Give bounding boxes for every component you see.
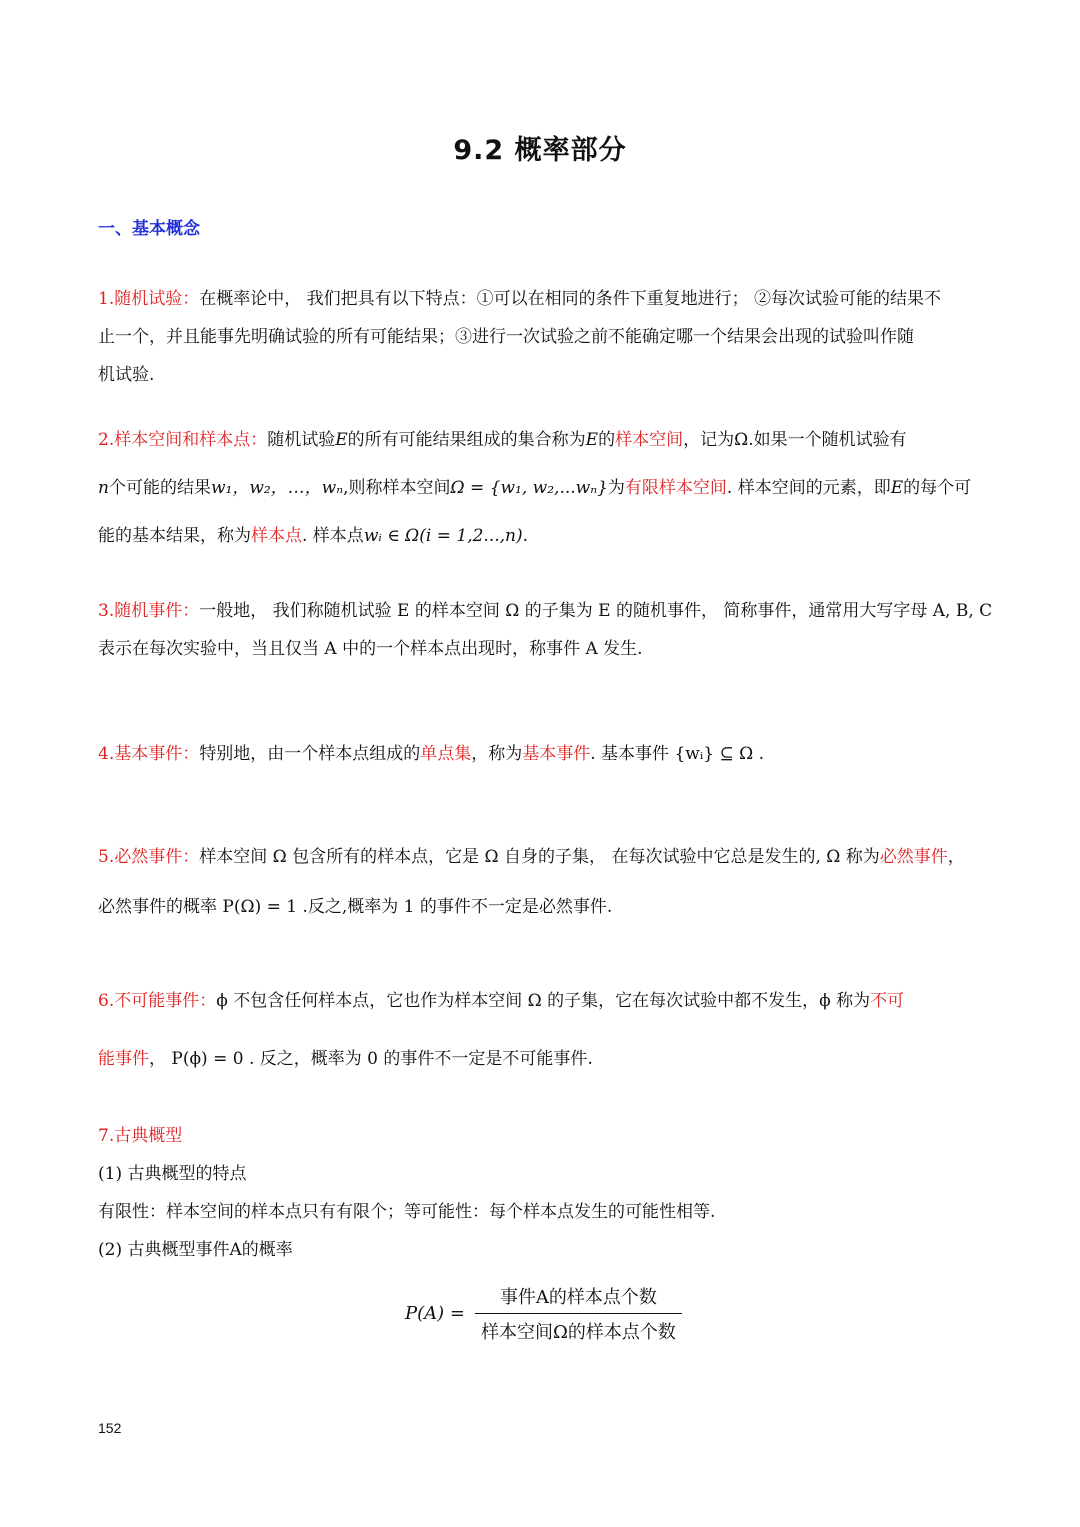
term-label: 6.不可能事件：: [98, 991, 217, 1011]
text: 随机试验: [267, 430, 336, 450]
text: 一般地， 我们称随机试验 E 的样本空间 Ω 的子集为 E 的随机事件， 简称事件，通常用大写字母 A, B, C: [199, 601, 993, 621]
term-highlight: 有限样本空间: [624, 478, 727, 498]
text: ϕ 不包含任何样本点，它也作为样本空间 Ω 的子集，它在每次试验中都不发生，ϕ 称为: [216, 991, 871, 1011]
term-label: 1.随机试验：: [98, 289, 200, 309]
text: ,则称样本空间: [343, 478, 451, 498]
text: . 基本事件 {wᵢ} ⊆ Ω .: [590, 744, 765, 764]
text: 的所有可能结果组成的集合称为: [347, 430, 586, 450]
text: 的每个可: [903, 478, 972, 498]
math: E: [585, 430, 599, 450]
paragraph-impossible-event: [98, 972, 984, 1088]
term-highlight: 不可: [870, 991, 905, 1011]
text: ，: [947, 847, 965, 867]
math: n: [98, 478, 109, 498]
paragraph-elementary-event: [98, 735, 984, 773]
section-heading: 一、基本概念: [98, 219, 200, 239]
paragraph-sample-space: [98, 416, 984, 560]
term-label: 3.随机事件：: [98, 601, 200, 621]
text: .: [522, 526, 529, 546]
probability-formula: [405, 1283, 682, 1344]
term-highlight: 必然事件: [879, 847, 948, 867]
math: w₁，w₂，…，wₙ: [210, 478, 344, 498]
term-highlight: 基本事件: [522, 744, 591, 764]
subheading: (1) 古典概型的特点: [98, 1164, 247, 1184]
paragraph-random-experiment: [98, 280, 984, 394]
formula-lhs: P(A) =: [405, 1303, 465, 1324]
text: 样本空间 Ω 包含所有的样本点，它是 Ω 自身的子集， 在每次试验中它总是发生的, Ω 称为: [199, 847, 880, 867]
term-label: 7.古典概型: [98, 1126, 183, 1146]
text: 止一个，并且能事先明确试验的所有可能结果；③进行一次试验之前不能确定哪一个结果会出现的试验叫作随: [98, 327, 914, 347]
math: Ω: [734, 430, 749, 450]
term-label: 4.基本事件：: [98, 744, 200, 764]
term-highlight: 样本点: [251, 526, 302, 546]
math: E: [890, 478, 904, 498]
math: E: [335, 430, 348, 450]
text: 特别地，由一个样本点组成的: [199, 744, 421, 764]
math: Ω = {w₁, w₂,...wₙ}: [450, 478, 608, 498]
page-title: 9.2 概率部分: [453, 135, 627, 166]
text: 机试验.: [98, 365, 155, 385]
term-highlight: 样本空间: [615, 430, 684, 450]
page-number: 152: [98, 1420, 122, 1436]
fraction: [475, 1283, 682, 1344]
paragraph-classical-model: [98, 1117, 984, 1269]
denominator: 样本空间Ω的样本点个数: [475, 1313, 682, 1344]
term-label: 2.样本空间和样本点：: [98, 430, 268, 450]
math: wᵢ ∈ Ω(i = 1,2...,n): [363, 526, 523, 546]
text: 为: [607, 478, 625, 498]
text: 的: [598, 430, 616, 450]
text: ， P(ϕ) = 0 . 反之，概率为 0 的事件不一定是不可能事件.: [149, 1049, 593, 1069]
text: ，记为: [683, 430, 735, 450]
paragraph-certain-event: [98, 832, 984, 932]
text: 表示在每次实验中，当且仅当 A 中的一个样本点出现时，称事件 A 发生.: [98, 639, 643, 659]
term-highlight: 单点集: [420, 744, 472, 764]
term-label: 5.必然事件：: [98, 847, 200, 867]
text: 有限性：样本空间的样本点只有有限个；等可能性：每个样本点发生的可能性相等.: [98, 1202, 716, 1222]
text: 个可能的结果: [108, 478, 211, 498]
text: 必然事件的概率 P(Ω) = 1 .反之,概率为 1 的事件不一定是必然事件.: [98, 897, 613, 917]
numerator: 事件A的样本点个数: [499, 1287, 657, 1308]
text: 能的基本结果，称为: [98, 526, 251, 546]
text: .如果一个随机试验有: [748, 430, 907, 450]
paragraph-random-event: [98, 592, 993, 668]
subheading: (2) 古典概型事件A的概率: [98, 1240, 293, 1260]
text: 在概率论中， 我们把具有以下特点：①可以在相同的条件下重复地进行； ②每次试验可能的结果不: [199, 289, 942, 309]
text: . 样本点: [302, 526, 364, 546]
text: ，称为: [471, 744, 523, 764]
text: . 样本空间的元素，即: [726, 478, 891, 498]
term-highlight: 能事件: [98, 1049, 149, 1069]
